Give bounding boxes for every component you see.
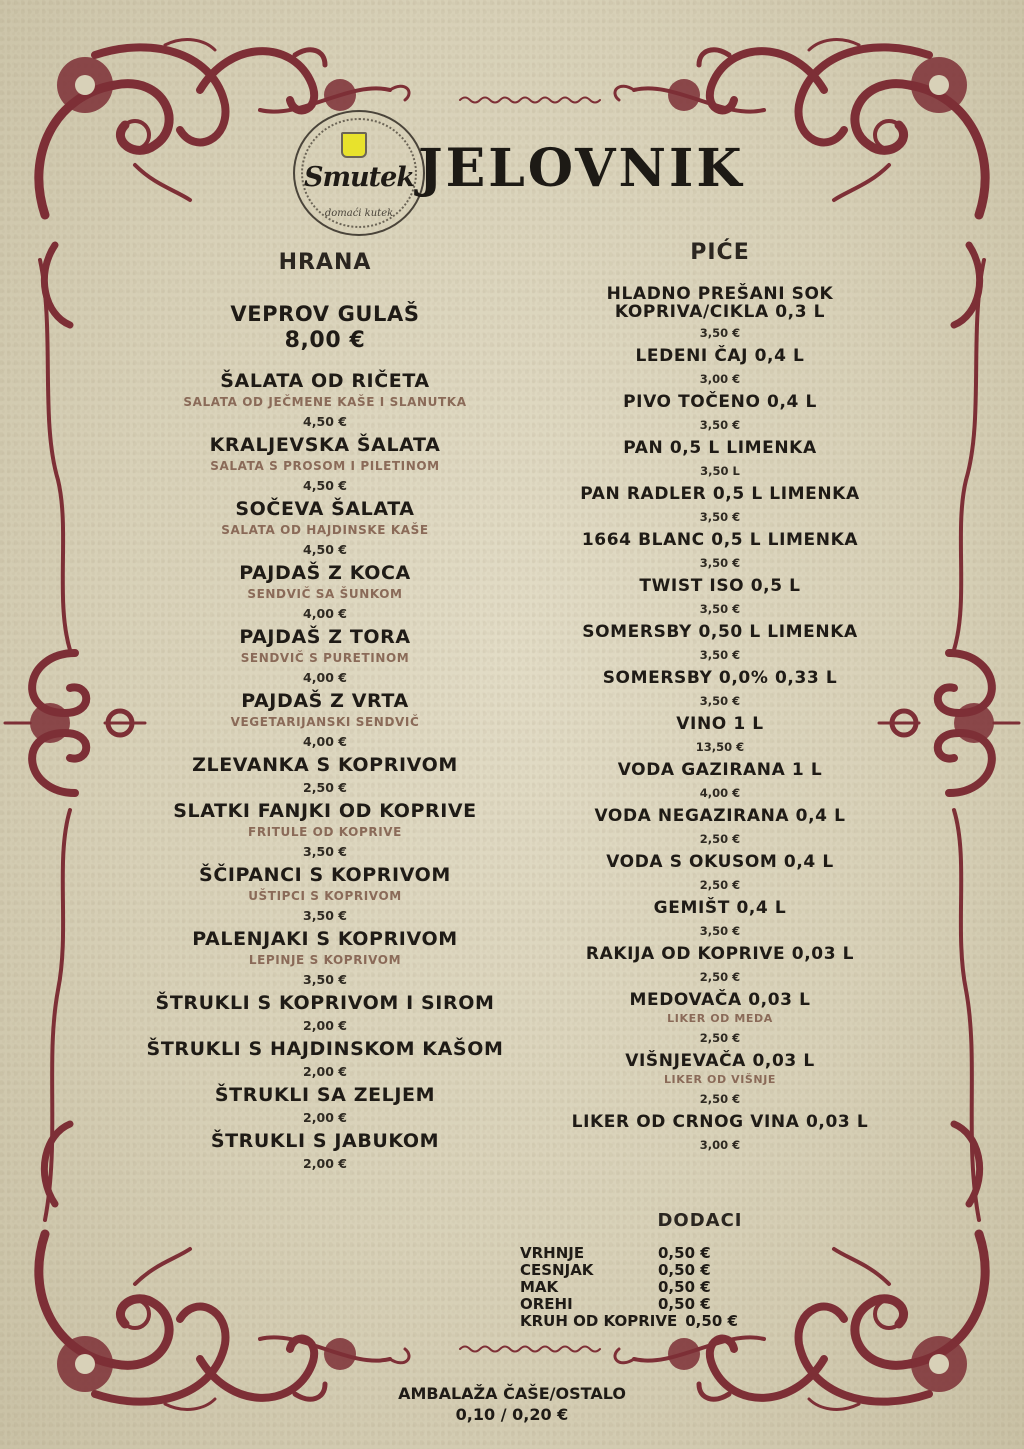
drink-item: [545, 713, 895, 759]
item-name: SLATKI FANJKI OD KOPRIVE: [173, 800, 477, 822]
addon-name: VRHNJE: [520, 1244, 585, 1262]
item-description: LIKER OD VIŠNJE: [663, 1073, 777, 1086]
item-price: 3,50 €: [699, 326, 741, 340]
addon-row: [520, 1296, 820, 1313]
food-item: [140, 561, 510, 625]
item-name: HLADNO PREŠANI SOK: [606, 284, 834, 304]
food-item: [140, 497, 510, 561]
item-price: 2,50 €: [303, 780, 347, 795]
item-name: VODA GAZIRANA 1 L: [617, 760, 823, 780]
item-name: ŠTRUKLI S HAJDINSKOM KAŠOM: [146, 1038, 504, 1060]
item-name: SOMERSBY 0,50 L LIMENKA: [582, 622, 858, 642]
item-description: UŠTIPCI S KOPRIVOM: [248, 889, 402, 903]
addon-price: 0,50 €: [685, 1312, 738, 1330]
food-item: [140, 927, 510, 991]
food-section: [140, 250, 510, 1175]
item-name: PIVO TOČENO 0,4 L: [623, 392, 817, 412]
food-item: [140, 799, 510, 863]
drink-item: [545, 285, 895, 345]
drink-item: [545, 989, 895, 1050]
smutek-logo: [293, 110, 425, 236]
item-name: 1664 BLANC 0,5 L LIMENKA: [581, 530, 859, 550]
item-name: PAJDAŠ Z KOCA: [239, 562, 411, 584]
item-name: TWIST ISO 0,5 L: [639, 576, 801, 596]
addon-name: MAK: [520, 1278, 559, 1296]
food-item: [140, 753, 510, 799]
drink-item: [545, 667, 895, 713]
drink-item: [545, 345, 895, 391]
item-name: ŠTRUKLI S KOPRIVOM I SIROM: [155, 992, 495, 1014]
cup-icon: [341, 132, 367, 158]
item-name: VODA S OKUSOM 0,4 L: [606, 852, 834, 872]
item-name: GEMIŠT 0,4 L: [653, 898, 787, 918]
item-description: LEPINJE S KOPRIVOM: [248, 953, 402, 967]
item-price: 3,50 L: [700, 464, 740, 478]
item-price: 3,50 €: [699, 510, 741, 524]
item-description: SALATA S PROSOM I PILETINOM: [210, 459, 440, 473]
item-name: PALENJAKI S KOPRIVOM: [192, 928, 458, 950]
drink-item: [545, 575, 895, 621]
item-price: 2,00 €: [303, 1156, 347, 1171]
item-price: 2,00 €: [303, 1064, 347, 1079]
logo-subtitle: domaći kutek: [324, 208, 394, 219]
addon-price: 0,50 €: [658, 1278, 711, 1296]
packaging-label: AMBALAŽA ČAŠE/OSTALO: [398, 1384, 626, 1403]
drinks-section: [545, 240, 895, 1157]
packaging-fee: [0, 1383, 1024, 1425]
drink-item: [545, 529, 895, 575]
addon-row: [520, 1262, 820, 1279]
addon-price: 0,50 €: [658, 1295, 711, 1313]
food-item: [140, 433, 510, 497]
item-name: ZLEVANKA S KOPRIVOM: [192, 754, 458, 776]
logo-script-text: Smutek: [303, 162, 415, 193]
item-price: 3,50 €: [303, 972, 347, 987]
drink-item: [545, 1111, 895, 1157]
item-price: 3,00 €: [699, 1138, 741, 1152]
addon-name: KRUH OD KOPRIVE: [520, 1312, 678, 1330]
item-name: VIŠNJEVAČA 0,03 L: [625, 1051, 815, 1071]
item-name: PAJDAŠ Z TORA: [239, 626, 411, 648]
item-price: 3,00 €: [699, 372, 741, 386]
addons-list: [520, 1245, 820, 1330]
item-price: 4,50 €: [303, 478, 347, 493]
item-price: 3,50 €: [699, 418, 741, 432]
item-price: 2,50 €: [699, 878, 741, 892]
item-price: 3,50 €: [699, 694, 741, 708]
addons-section: [520, 1210, 820, 1330]
item-price: 3,50 €: [303, 844, 347, 859]
drink-item: [545, 391, 895, 437]
item-price: 3,50 €: [303, 908, 347, 923]
food-item: [140, 689, 510, 753]
item-price: 3,50 €: [699, 602, 741, 616]
drink-item: [545, 1050, 895, 1111]
featured-item-price: 8,00 €: [284, 328, 366, 353]
item-name: ŠTRUKLI SA ZELJEM: [214, 1084, 436, 1106]
item-price: 3,50 €: [699, 556, 741, 570]
featured-item-name: VEPROV GULAŠ: [230, 302, 420, 326]
addon-price: 0,50 €: [658, 1261, 711, 1279]
drinks-heading: PIĆE: [690, 240, 750, 265]
item-name: KRALJEVSKA ŠALATA: [209, 434, 441, 456]
item-price: 4,00 €: [303, 734, 347, 749]
addon-row: [520, 1313, 820, 1330]
item-description: SALATA OD JEČMENE KAŠE I SLANUTKA: [183, 395, 467, 409]
item-price: 4,50 €: [303, 414, 347, 429]
item-price: 2,50 €: [699, 1092, 741, 1106]
item-price: 2,50 €: [699, 832, 741, 846]
item-name: ŠALATA OD RIČETA: [220, 370, 430, 392]
drink-item: [545, 437, 895, 483]
item-name: LEDENI ČAJ 0,4 L: [635, 346, 805, 366]
item-description: LIKER OD MEDA: [667, 1012, 773, 1025]
addon-row: [520, 1279, 820, 1296]
drink-item: [545, 805, 895, 851]
food-item: [140, 1037, 510, 1083]
food-item: [140, 991, 510, 1037]
item-name: VODA NEGAZIRANA 0,4 L: [594, 806, 846, 826]
item-name: PAN 0,5 L LIMENKA: [623, 438, 817, 458]
addons-heading: DODACI: [657, 1210, 743, 1231]
food-heading: HRANA: [278, 250, 372, 275]
item-price: 4,00 €: [303, 606, 347, 621]
item-name: RAKIJA OD KOPRIVE 0,03 L: [585, 944, 855, 964]
item-description: FRITULE OD KOPRIVE: [248, 825, 402, 839]
food-item: [140, 863, 510, 927]
food-item: [140, 1083, 510, 1129]
item-description: SENDVIČ SA ŠUNKOM: [247, 587, 403, 601]
item-price: 2,00 €: [303, 1110, 347, 1125]
food-item: [140, 1129, 510, 1175]
item-name: ŠČIPANCI S KOPRIVOM: [199, 864, 451, 886]
drink-item: [545, 897, 895, 943]
item-name: ŠTRUKLI S JABUKOM: [210, 1130, 440, 1152]
item-description: VEGETARIJANSKI SENDVIČ: [230, 715, 420, 729]
addon-row: [520, 1245, 820, 1262]
drink-item: [545, 621, 895, 667]
food-item: [140, 369, 510, 433]
item-price: 2,50 €: [699, 1031, 741, 1045]
item-name: LIKER OD CRNOG VINA 0,03 L: [571, 1112, 869, 1132]
item-name: SOMERSBY 0,0% 0,33 L: [602, 668, 838, 688]
food-item: [140, 625, 510, 689]
item-name: VINO 1 L: [676, 714, 764, 734]
item-description: SALATA OD HAJDINSKE KAŠE: [221, 523, 429, 537]
drink-item: [545, 759, 895, 805]
item-price: 4,00 €: [699, 786, 741, 800]
drinks-list: [545, 285, 895, 1157]
drink-item: [545, 483, 895, 529]
item-price: 4,00 €: [303, 670, 347, 685]
item-price: 3,50 €: [699, 648, 741, 662]
drink-item: [545, 851, 895, 897]
food-list: [140, 369, 510, 1175]
item-description: SENDVIČ S PURETINOM: [240, 651, 410, 665]
item-price: 2,50 €: [699, 970, 741, 984]
drink-item: [545, 943, 895, 989]
packaging-price: 0,10 / 0,20 €: [455, 1405, 569, 1424]
page-title: JELOVNIK: [418, 138, 745, 199]
item-name-line2: KOPRIVA/CIKLA 0,3 L: [614, 302, 826, 322]
item-price: 2,00 €: [303, 1018, 347, 1033]
addon-price: 0,50 €: [658, 1244, 711, 1262]
item-name: PAJDAŠ Z VRTA: [241, 690, 409, 712]
item-name: MEDOVAČA 0,03 L: [629, 990, 811, 1010]
item-price: 4,50 €: [303, 542, 347, 557]
item-name: PAN RADLER 0,5 L LIMENKA: [580, 484, 860, 504]
item-price: 3,50 €: [699, 924, 741, 938]
addon-name: OREHI: [520, 1295, 573, 1313]
item-name: SOČEVA ŠALATA: [235, 498, 415, 520]
item-price: 13,50 €: [695, 740, 745, 754]
addon-name: CESNJAK: [520, 1261, 594, 1279]
